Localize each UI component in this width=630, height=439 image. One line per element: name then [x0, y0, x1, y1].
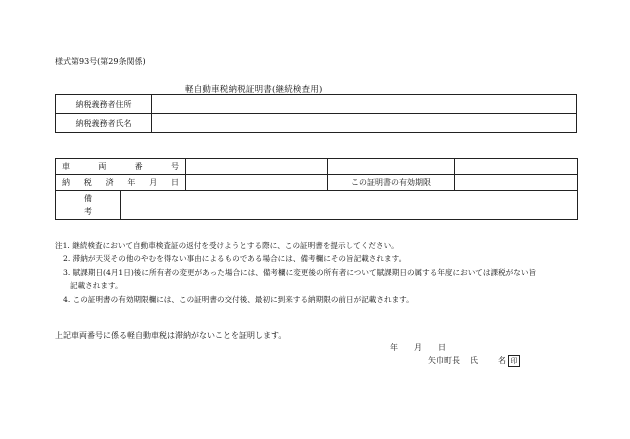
- taxpayer-address-row: [56, 95, 577, 114]
- vehicle-number-char: 車: [62, 162, 70, 171]
- remarks-field[interactable]: [121, 191, 578, 220]
- taxpayer-name-field[interactable]: [152, 114, 577, 133]
- note-item: 2. 滞納が天災その他のやむを得ない事由によるものである場合には、備考欄にその旨記載されます。: [63, 254, 407, 264]
- certification-statement: 上記車両番号に係る軽自動車税は滞納がないことを証明します。: [55, 331, 287, 340]
- signer-title: 矢巾町長: [428, 356, 460, 365]
- vehicle-number-row: [56, 159, 578, 175]
- vehicle-number-extra: [328, 159, 455, 175]
- tax-paid-char: 税: [83, 178, 92, 187]
- date-year: 年: [390, 343, 398, 352]
- taxpayer-name-label: 納税義務者氏名: [56, 114, 152, 133]
- note-item: 3. 賦課期日(4月1日)後に所有者の変更があった場合には、備考欄に変更後の所有者について賦課期日の属する年度においては課税がない旨: [63, 267, 537, 277]
- vehicle-number-char: 両: [98, 162, 107, 171]
- seal-mark: 印: [508, 355, 520, 367]
- vehicle-table: [55, 158, 578, 220]
- remarks-row: [56, 191, 578, 220]
- note-item: 注1. 継続検査において自動車検査証の返付を受けようとする際に、この証明書を提示してください。: [55, 241, 399, 250]
- taxpayer-address-field[interactable]: [152, 95, 577, 114]
- date-day: 日: [438, 343, 446, 352]
- notes-section: [55, 239, 536, 306]
- vehicle-number-char: 番: [134, 162, 143, 171]
- note-item: 4. この証明書の有効期限欄には、この証明書の交付後、最初に到来する納期限の前日が記載されます。: [63, 294, 414, 304]
- tax-paid-date-label: [56, 175, 186, 191]
- signer-name-char: 氏: [470, 356, 478, 365]
- signer-name-char: 名: [498, 356, 506, 365]
- remarks-char: 備: [84, 194, 92, 203]
- tax-paid-date-field[interactable]: [186, 175, 328, 191]
- tax-paid-char: 納: [62, 178, 70, 187]
- vehicle-number-label: [56, 159, 186, 175]
- taxpayer-name-row: [56, 114, 577, 133]
- validity-period-label: この証明書の有効期限: [328, 175, 455, 191]
- tax-paid-char: 済: [105, 178, 114, 187]
- tax-paid-date-row: [56, 175, 578, 191]
- form-number: 様式第93号(第29条関係): [55, 57, 146, 66]
- vehicle-number-field[interactable]: [186, 159, 328, 175]
- signer-line: [428, 355, 520, 367]
- remarks-label: [56, 191, 121, 220]
- note-item: 記載されます。: [70, 281, 123, 291]
- date-month: 月: [414, 343, 422, 352]
- remarks-char: 考: [84, 207, 92, 216]
- tax-paid-char: 日: [170, 178, 179, 187]
- vehicle-number-char: 号: [170, 162, 179, 171]
- issue-date: [390, 342, 446, 353]
- taxpayer-table: [55, 94, 577, 133]
- tax-paid-char: 年: [127, 178, 136, 187]
- taxpayer-address-label: 納税義務者住所: [56, 95, 152, 114]
- tax-paid-char: 月: [149, 178, 158, 187]
- validity-period-field[interactable]: [455, 175, 578, 191]
- vehicle-number-extra2: [455, 159, 578, 175]
- document-title: 軽自動車税納税証明書(継続検査用): [185, 85, 323, 95]
